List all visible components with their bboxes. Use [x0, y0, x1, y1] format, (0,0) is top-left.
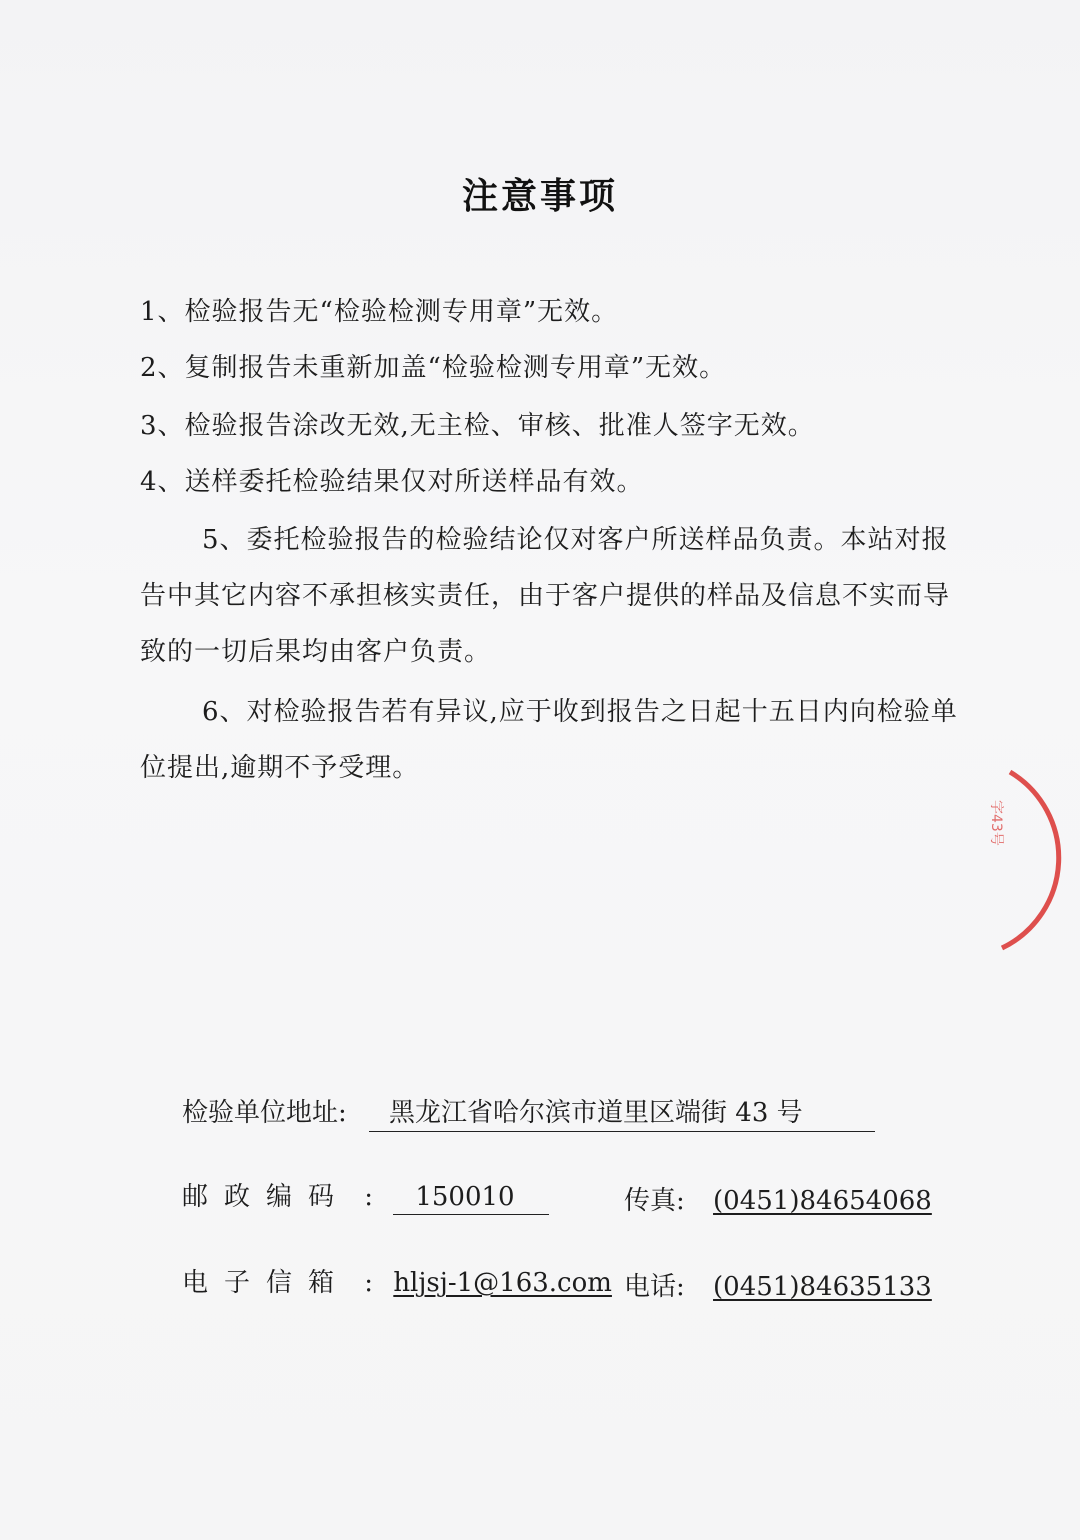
notice-item-2: 2、复制报告未重新加盖“检验检测专用章”无效。	[140, 353, 727, 383]
svg-text:字43号: 字43号	[988, 800, 1004, 846]
email-row	[182, 1262, 612, 1299]
postcode-colon: :	[364, 1182, 374, 1212]
official-seal-stamp	[970, 760, 1080, 960]
address-row	[182, 1092, 875, 1132]
phone-row	[624, 1266, 932, 1303]
address-label: 检验单位地址:	[182, 1098, 347, 1128]
postcode-row	[182, 1176, 549, 1215]
email-value[interactable]: hljsj-1@163.com	[393, 1268, 612, 1298]
email-label: 电子信箱	[182, 1268, 351, 1298]
email-colon: :	[364, 1268, 374, 1298]
fax-row	[624, 1180, 932, 1217]
notice-item-3: 3、检验报告涂改无效,无主检、审核、批准人签字无效。	[140, 411, 815, 441]
notice-item-6: 6、对检验报告若有异议,应于收到报告之日起十五日内向检验单位提出,逾期不予受理。	[140, 697, 958, 783]
phone-value: (0451)84635133	[713, 1272, 932, 1302]
address-value: 黑龙江省哈尔滨市道里区端街 43 号	[369, 1092, 875, 1132]
notice-item-4: 4、送样委托检验结果仅对所送样品有效。	[140, 467, 644, 497]
postcode-label: 邮政编码	[182, 1182, 351, 1212]
fax-label: 传真:	[624, 1186, 685, 1216]
postcode-value: 150010	[393, 1182, 549, 1215]
notice-item-1: 1、检验报告无“检验检测专用章”无效。	[140, 297, 619, 327]
fax-value: (0451)84654068	[713, 1186, 932, 1216]
notice-item-5: 5、委托检验报告的检验结论仅对客户所送样品负责。本站对报告中其它内容不承担核实责任，由于客户提供的样品及信息不实而导致的一切后果均由客户负责。	[140, 525, 951, 667]
phone-label: 电话:	[624, 1272, 685, 1302]
page-title: 注意事项	[461, 176, 618, 217]
